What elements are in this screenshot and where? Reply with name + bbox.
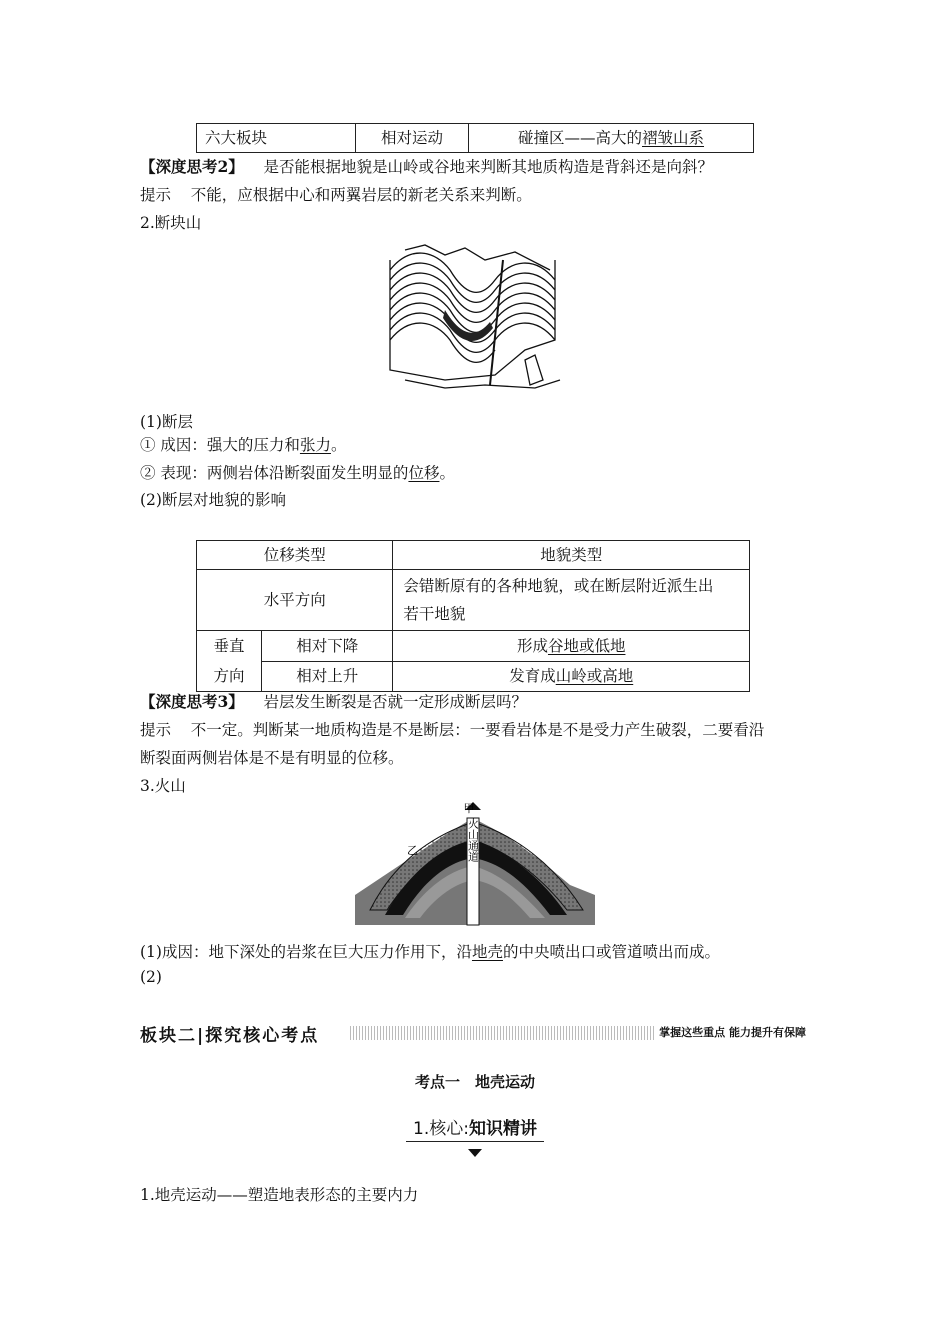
fault-manifestation: ② 表现：两侧岩体沿断裂面发生明显的位移。 (140, 464, 455, 482)
section-title-fault-block: 2.断块山 (140, 214, 202, 232)
relative-down-cell: 相对下降 (262, 631, 393, 662)
think2-question: 【深度思考2】 是否能根据地貌是山岭或谷地来判断其地质构造是背斜还是向斜？ (140, 157, 714, 176)
think3-hint-line2: 断裂面两侧岩体是不是有明显的位移。 (140, 749, 404, 767)
volcano-label-yi: 乙 (407, 844, 418, 857)
crust-movement-heading: 1.地壳运动——塑造地表形态的主要内力 (140, 1186, 419, 1204)
fault-cause: ① 成因：强大的压力和张力。 (140, 436, 347, 454)
think3-hint-line1: 提示 不一定。判断某一地质构造是不是断层：一要看岩体是不是受力产生破裂，二要看沿 (140, 721, 765, 739)
subtitle-underline (406, 1141, 544, 1142)
collision-cell: 碰撞区——高大的褶皱山系 (469, 124, 754, 153)
volcano-label-jia: 甲 (463, 802, 475, 815)
think3-question: 【深度思考3】 岩层发生断裂是否就一定形成断层吗？ (140, 692, 528, 711)
volcano-figure (355, 800, 595, 928)
volcano-cause: (1)成因：地下深处的岩浆在巨大压力作用下，沿地壳的中央喷出口或管道喷出而成。 (140, 943, 720, 961)
think2-hint: 提示 不能，应根据中心和两翼岩层的新老关系来判断。 (140, 186, 532, 204)
displacement-header: 位移类型 (197, 541, 393, 570)
plate-table (196, 123, 754, 153)
fault-heading: (1)断层 (140, 413, 193, 431)
up-landform: 发育成山岭或高地 (393, 661, 750, 692)
volcano-channel-label: 火山通道 (466, 818, 480, 862)
landform-header: 地貌类型 (393, 541, 750, 570)
down-landform: 形成谷地或低地 (393, 631, 750, 662)
fault-impact-heading: (2)断层对地貌的影响 (140, 491, 286, 509)
section-title-volcano: 3.火山 (140, 777, 186, 795)
plate-cell: 六大板块 (197, 124, 356, 153)
horizontal-desc: 会错断原有的各种地貌，或在断层附近派生出 若干地貌 (393, 570, 750, 631)
down-triangle-icon (468, 1149, 482, 1157)
vertical-cell: 垂直 方向 (197, 631, 262, 692)
banner-slogan: 掌握这些重点 能力提升有保障 (655, 1024, 810, 1040)
fault-fold-figure (385, 240, 565, 392)
relative-up-cell: 相对上升 (262, 661, 393, 692)
motion-cell: 相对运动 (356, 124, 469, 153)
banner-title: 板块二|探究核心考点 (140, 1025, 320, 1046)
section-banner (140, 1020, 810, 1046)
horizontal-cell: 水平方向 (197, 570, 393, 631)
fault-landform-table (196, 540, 750, 692)
volcano-p2: (2) (140, 968, 162, 986)
core-subtitle: 1.核心:知识精讲 (400, 1114, 550, 1162)
kaodian-title: 考点一 地壳运动 (414, 1073, 535, 1091)
